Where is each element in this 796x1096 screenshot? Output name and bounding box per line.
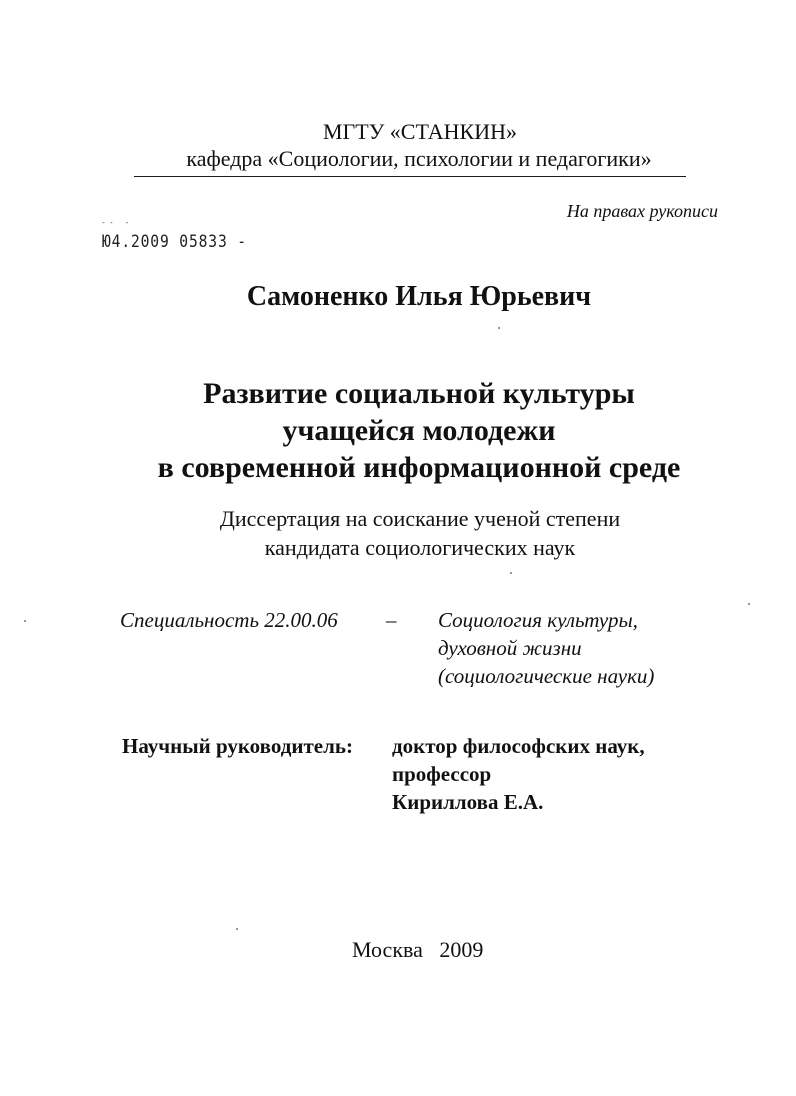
title-line: Развитие социальной культуры — [203, 377, 635, 410]
stamp-marks: -- - — [101, 218, 133, 227]
advisor-line: профессор — [392, 762, 492, 786]
header-divider — [134, 176, 686, 177]
advisor-label: Научный руководитель: — [122, 734, 353, 758]
title-line: в современной информационной среде — [157, 451, 681, 484]
institution-name: МГТУ «СТАНКИН» — [322, 119, 518, 144]
specialty-label: Специальность 22.00.06 — [120, 608, 338, 632]
specialty-dash: – — [386, 608, 397, 632]
scan-speck — [498, 327, 500, 329]
title-line: учащейся молодежи — [282, 414, 556, 447]
place-and-year — [352, 936, 483, 964]
year: 2009 — [439, 937, 484, 962]
degree-line: кандидата социологических наук — [264, 535, 576, 560]
manuscript-note: На правах рукописи — [566, 201, 718, 221]
archive-stamp-number: Ю4.2009 05833 - — [102, 232, 247, 252]
specialty-name-line: (социологические науки) — [438, 664, 655, 688]
scan-speck — [24, 620, 26, 622]
advisor-info — [392, 732, 645, 816]
degree-statement — [0, 504, 796, 562]
specialty-name-line: духовной жизни — [438, 636, 582, 660]
degree-line: Диссертация на соискание ученой степени — [219, 506, 621, 531]
scan-speck — [236, 928, 238, 930]
scan-speck — [748, 603, 750, 605]
author-name: Самоненко Илья Юрьевич — [246, 281, 592, 312]
specialty-name-line: Социология культуры, — [438, 608, 638, 632]
department-name: кафедра «Социологии, психологии и педагогики» — [186, 146, 652, 171]
city: Москва — [352, 937, 423, 962]
specialty-name — [438, 606, 654, 690]
dissertation-title — [0, 375, 796, 486]
advisor-line: доктор философских наук, — [392, 734, 645, 758]
advisor-line: Кириллова Е.А. — [392, 790, 544, 814]
scan-speck — [510, 572, 512, 574]
